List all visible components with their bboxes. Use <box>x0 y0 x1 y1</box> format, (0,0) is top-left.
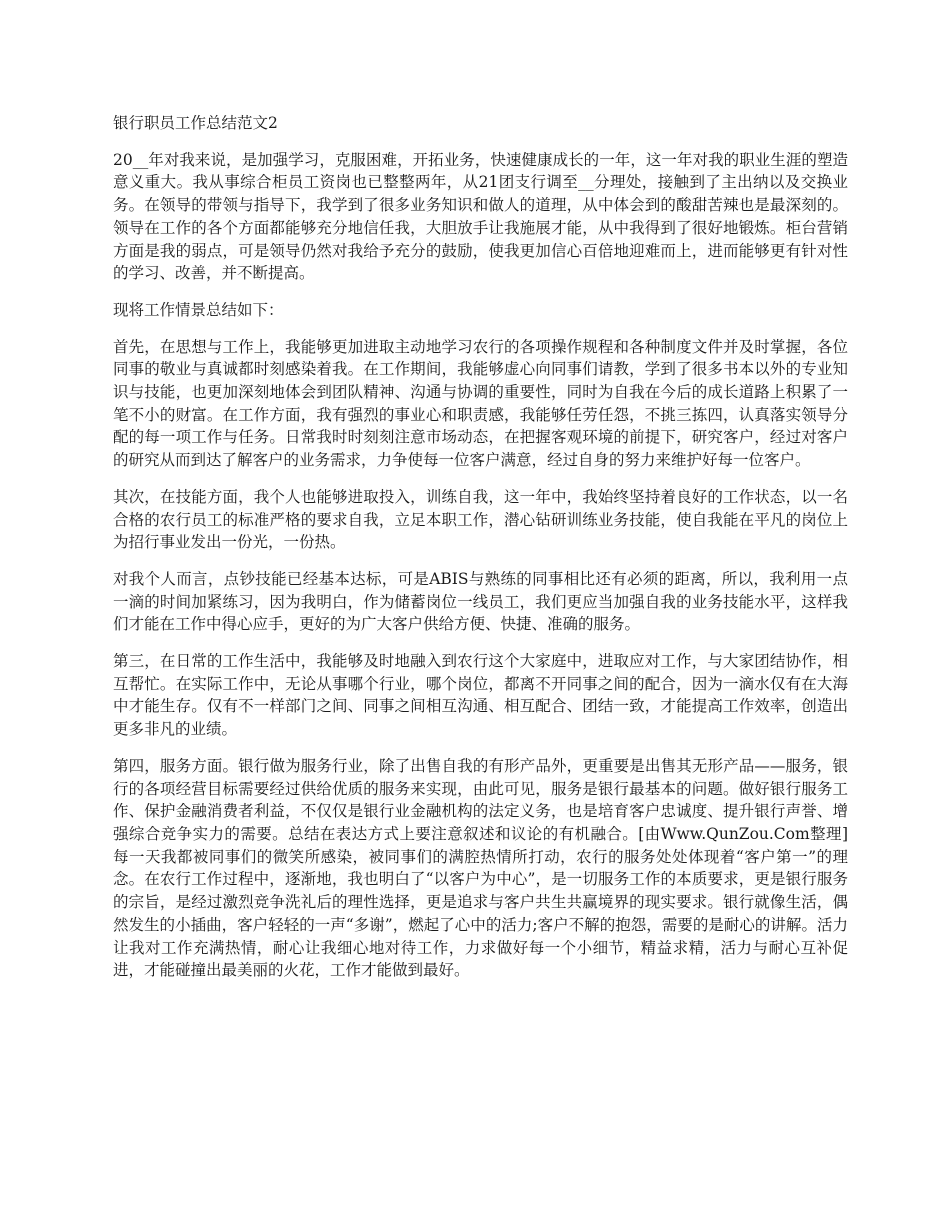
paragraph-summary-lead: 现将工作情景总结如下： <box>113 300 284 319</box>
document-title: 银行职员工作总结范文2 <box>113 114 278 132</box>
paragraph-skills: 对我个人而言，点钞技能已经基本达标，可是ABIS与熟练的同事相比还有必须的距离，所以，我利用一点一滴的时间加紧练习，因为我明白，作为储蓄岗位一线员工，我们更应当加强自我的业务技能水平，这样我们才能在工作中得心应手，更好的为广大客户供给方便、快捷、准确的服务。 <box>113 569 848 634</box>
paragraph-second: 其次，在技能方面，我个人也能够进取投入，训练自我，这一年中，我始终坚持着良好的工作状态，以一名合格的农行员工的标准严格的要求自我，立足本职工作，潜心钻研训练业务技能，使自我能在平凡的岗位上为招行事业发出一份光，一份热。 <box>113 487 848 552</box>
paragraph-intro: 20__年对我来说，是加强学习，克服困难，开拓业务，快速健康成长的一年，这一年对我的职业生涯的塑造意义重大。我从事综合柜员工资岗也已整整两年，从21团支行调至__分理处，接触到了主出纳以及交换业务。在领导的带领与指导下，我学到了很多业务知识和做人的道理，从中体会到的酸甜苦辣也是最深刻的。领导在工作的各个方面都能够充分地信任我，大胆放手让我施展才能，从中我得到了很好地锻炼。柜台营销方面是我的弱点，可是领导仍然对我给予充分的鼓励，使我更加信心百倍地迎难而上，进而能够更有针对性的学习、改善，并不断提高。 <box>113 150 848 283</box>
document-body <box>113 112 880 996</box>
paragraph-first: 首先，在思想与工作上，我能够更加进取主动地学习农行的各项操作规程和各种制度文件并及时掌握，各位同事的敬业与真诚都时刻感染着我。在工作期间，我能够虚心向同事们请教，学到了很多书本以外的专业知识与技能，也更加深刻地体会到团队精神、沟通与协调的重要性，同时为自我在今后的成长道路上积累了一笔不小的财富。在工作方面，我有强烈的事业心和职责感，我能够任劳任怨，不挑三拣四，认真落实领导分配的每一项工作与任务。日常我时时刻刻注意市场动态，在把握客观环境的前提下，研究客户，经过对客户的研究从而到达了解客户的业务需求，力争使每一位客户满意，经过自身的努力来维护好每一位客户。 <box>113 337 848 470</box>
paragraph-fourth: 第四，服务方面。银行做为服务行业，除了出售自我的有形产品外，更重要是出售其无形产品——服务，银行的各项经营目标需要经过供给优质的服务来实现，由此可见，服务是银行最基本的问题。做好银行服务工作、保护金融消费者利益，不仅仅是银行业金融机构的法定义务，也是培育客户忠诚度、提升银行声誉、增强综合竞争实力的需要。总结在表达方式上要注意叙述和议论的有机融合。[由Www.QunZou.Com整理] 每一天我都被同事们的微笑所感染，被同事们的满腔热情所打动，农行的服务处处体现着“客户第一”的理念。在农行工作过程中，逐渐地，我也明白了“以客户为中心”，是一切服务工作的本质要求，更是银行服务的宗旨，是经过激烈竞争洗礼后的理性选择，更是追求与客户共生共赢境界的现实要求。银行就像生活，偶然发生的小插曲，客户轻轻的一声“多谢”，燃起了心中的活力;客户不解的抱怨，需要的是耐心的讲解。活力让我对工作充满热情，耐心让我细心地对待工作，力求做好每一个小细节，精益求精，活力与耐心互补促进，才能碰撞出最美丽的火花，工作才能做到最好。 <box>113 756 880 980</box>
paragraph-third: 第三，在日常的工作生活中，我能够及时地融入到农行这个大家庭中，进取应对工作，与大家团结协作，相互帮忙。在实际工作中，无论从事哪个行业，哪个岗位，都离不开同事之间的配合，因为一滴水仅有在大海中才能生存。仅有不一样部门之间、同事之间相互沟通、相互配合、团结一致，才能提高工作效率，创造出更多非凡的业绩。 <box>113 652 848 739</box>
